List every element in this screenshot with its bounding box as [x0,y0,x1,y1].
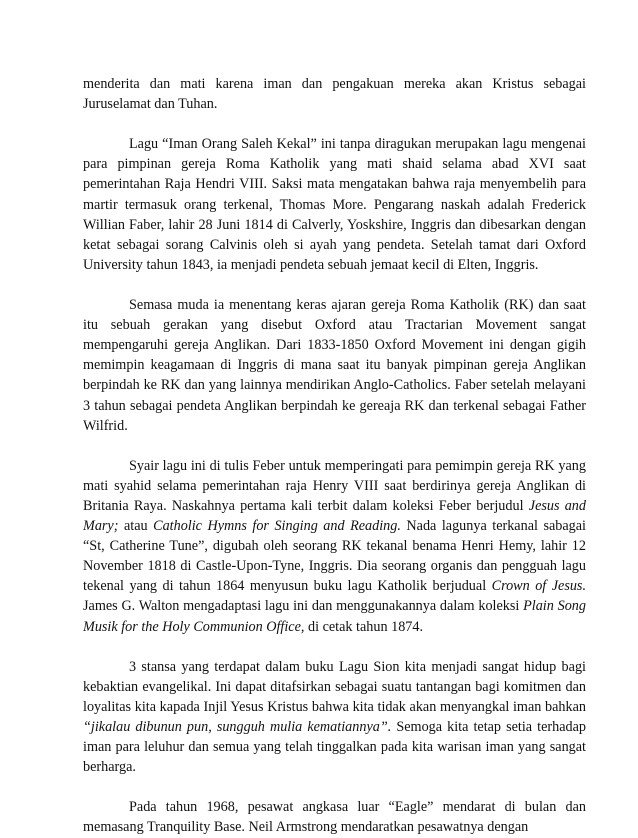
paragraph-text: Syair lagu ini di tulis Feber untuk memperingati para pemimpin gereja RK yang mati syahid selama pemerintahan raja Henry VIII saat berdirinya gereja Anglikan di Britania Raya. Naskahnya pertama kali terbit dalam koleksi Feber berjudul [83,457,586,514]
paragraph [83,797,586,837]
paragraph-text: James G. Walton mengadaptasi lagu ini dan menggunakannya dalam koleksi [83,598,524,615]
paragraph-text: Semasa muda ia menentang keras ajaran gereja Roma Katholik (RK) dan saat itu sebuah gerakan yang disebut Oxford atau Tractarian Movement sangat mempengaruhi gereja Anglikan. Dari 1833-1850 Oxford Movement ini dengan gigih memimpin keagamaan di Inggris di mana saat itu banyak pimpinan gereja Anglikan berpindah ke RK dan yang lainnya mendirikan Anglo-Catholics. Faber setelah melayani 3 tahun sebagai pendeta Anglikan berpindah ke gereaja RK dan terkenal sebagai Father Wilfrid. [83,297,586,434]
paragraph-text: menderita dan mati karena iman dan pengakuan mereka akan Kristus sebagai Juruselamat dan Tuhan. [83,76,586,113]
italic-title-text: Plain Song Musik for the Holy Communion Office, [83,598,586,635]
italic-title-text: Crown of Jesus. [491,578,587,595]
italic-title-text: “jikalau dibunun pun, sungguh mulia kematiannya”. [83,719,392,735]
paragraph-text: 3 stansa yang terdapat dalam buku Lagu Sion kita menjadi sangat hidup bagi kebaktian evangelikal. Ini dapat ditafsirkan sebagai suatu tantangan bagi komitmen dan loyalitas kita kapada Injil Yesus Kristus bahwa kita tidak akan menyangkal iman bahkan [83,658,586,715]
paragraph [83,456,586,637]
italic-title-text: Catholic Hymns for Singing and Reading. [153,518,401,535]
paragraph-text: atau [118,518,154,535]
paragraph-text: di cetak tahun 1874. [304,618,424,635]
document-page [83,74,586,838]
paragraph-text: Pada tahun 1968, pesawat angkasa luar “Eagle” mendarat di bulan dan memasang Tranquility Base. Neil Armstrong mendaratkan pesawatnya dengan [83,799,586,836]
paragraph-text: Lagu “Iman Orang Saleh Kekal” ini tanpa diragukan merupakan lagu mengenai para pimpinan gereja Roma Katholik yang mati shaid selama abad XVI saat pemerintahan Raja Hendri VIII. Saksi mata mengatakan bahwa raja menyembelih para martir termasuk orang terkenal, Thomas More. Pengarang naskah adalah Frederick Willian Faber, lahir 28 Juni 1814 di Calverly, Yoskshire, Inggris dan dibesarkan dengan ketat sebagai sorang Calvinis oleh si ayah yang pendeta. Setelah tamat dari Oxford University tahun 1843, ia menjadi pendeta sebuah jemaat kecil di Elten, Inggris. [83,136,586,273]
italic-title-text: Jesus and Mary; [83,497,586,535]
paragraph [83,295,586,436]
paragraph-text: Nada lagunya terkanal sabagai “St, Catherine Tune”, digubah oleh seorang RK tekanal benama Henri Hemy, lahir 12 November 1818 di Castle-Upon-Tyne, Inggris. Dia seorang organis dan pengguah lagu tekenal yang di tahun 1864 menyusun buku lagu Katholik berjudual [83,518,586,595]
paragraph-text: Semoga kita tetap setia terhadap iman para leluhur dan semua yang telah tinggalkan pada kita warisan iman yang sangat berharga. [83,719,586,776]
paragraph [83,134,586,275]
paragraph [83,657,586,778]
paragraph [83,74,586,114]
